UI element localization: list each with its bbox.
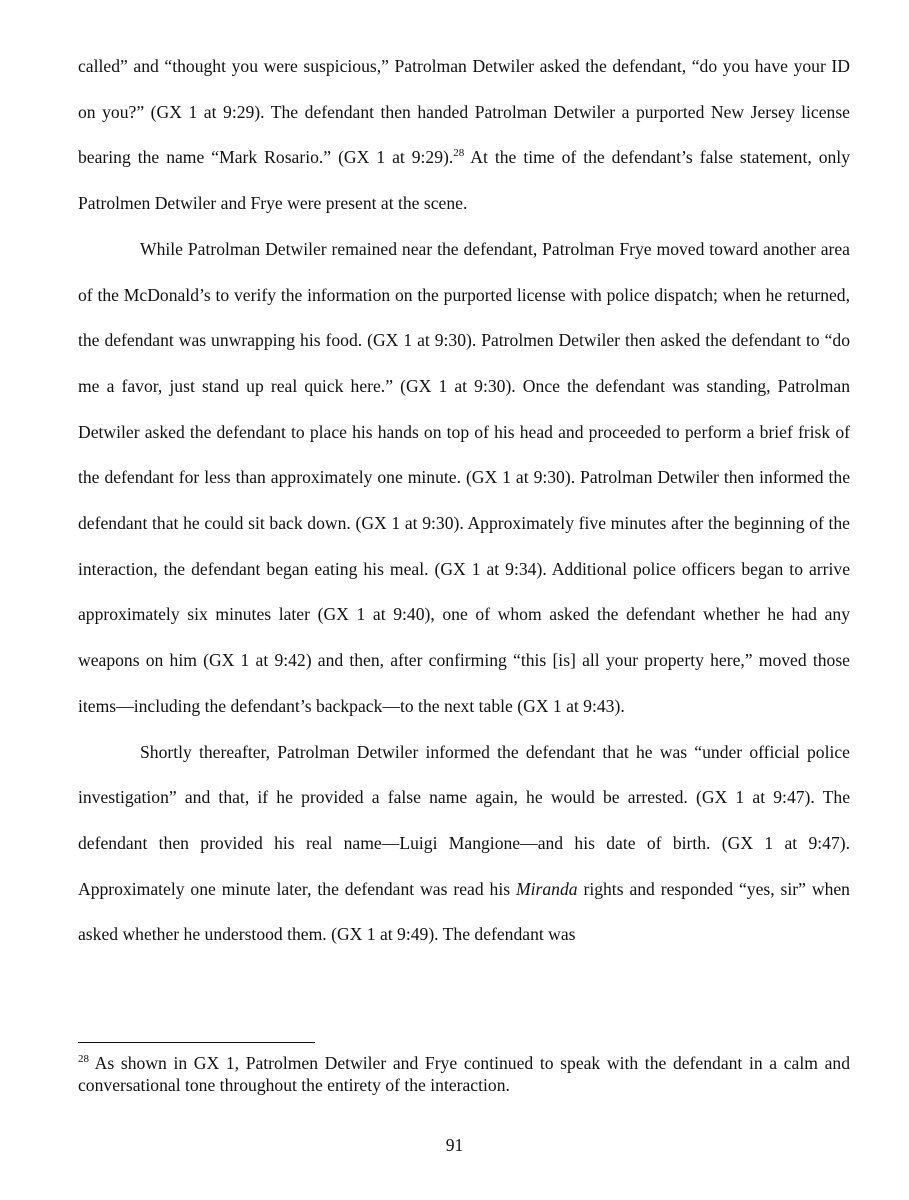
footnote-number: 28: [78, 1053, 89, 1066]
miranda-italic: Miranda: [515, 878, 578, 899]
paragraph-1: [78, 44, 850, 227]
paragraph-3-text-continued: rights and responded “yes, sir” when asked whether he understood them. (GX 1 at 9:49). The defendant was: [78, 878, 850, 945]
paragraph-1-text-continued: At the time of the defendant’s false statement, only Patrolmen Detwiler and Frye were present at the scene.: [78, 147, 850, 214]
paragraph-3-text: Shortly thereafter, Patrolman Detwiler informed the defendant that he was “under official police investigation” and that, if he provided a false name again, he would be arrested. (GX 1 at 9:47). The defendant then provided his real name—Luigi Mangione—and his date of birth. (GX 1 at 9:47). Approximately one minute later, the defendant was read his: [78, 741, 850, 899]
document-body: [78, 44, 850, 958]
page-number: 91: [445, 1135, 464, 1155]
footnote-reference-28[interactable]: 28: [453, 147, 465, 160]
footnote-28: [78, 1052, 850, 1096]
paragraph-2: While Patrolman Detwiler remained near the defendant, Patrolman Frye moved toward another area of the McDonald’s to verify the information on the purported license with police dispatch; when he returned, the defendant was unwrapping his food. (GX 1 at 9:30). Patrolmen Detwiler then asked the defendant to “do me a favor, just stand up real quick here.” (GX 1 at 9:30). Once the defendant was standing, Patrolman Detwiler asked the defendant to place his hands on top of his head and proceeded to perform a brief frisk of the defendant for less than approximately one minute. (GX 1 at 9:30). Patrolman Detwiler then informed the defendant that he could sit back down. (GX 1 at 9:30). Approximately five minutes after the beginning of the interaction, the defendant began eating his meal. (GX 1 at 9:34). Additional police officers began to arrive approximately six minutes later (GX 1 at 9:40), one of whom asked the defendant whether he had any weapons on him (GX 1 at 9:42) and then, after confirming “this [is] all your property here,” moved those items—including the defendant’s backpack—to the next table (GX 1 at 9:43).: [78, 238, 850, 716]
paragraph-3: [78, 730, 850, 959]
footnote-text: As shown in GX 1, Patrolmen Detwiler and Frye continued to speak with the defendant in a calm and conversational tone throughout the entirety of the interaction.: [78, 1053, 850, 1095]
paragraph-1-text: called” and “thought you were suspicious,” Patrolman Detwiler asked the defendant, “do you have your ID on you?” (GX 1 at 9:29). The defendant then handed Patrolman Detwiler a purported New Jersey license bearing the name “Mark Rosario.” (GX 1 at 9:29).: [78, 56, 850, 168]
footnote-divider: [78, 1042, 315, 1043]
